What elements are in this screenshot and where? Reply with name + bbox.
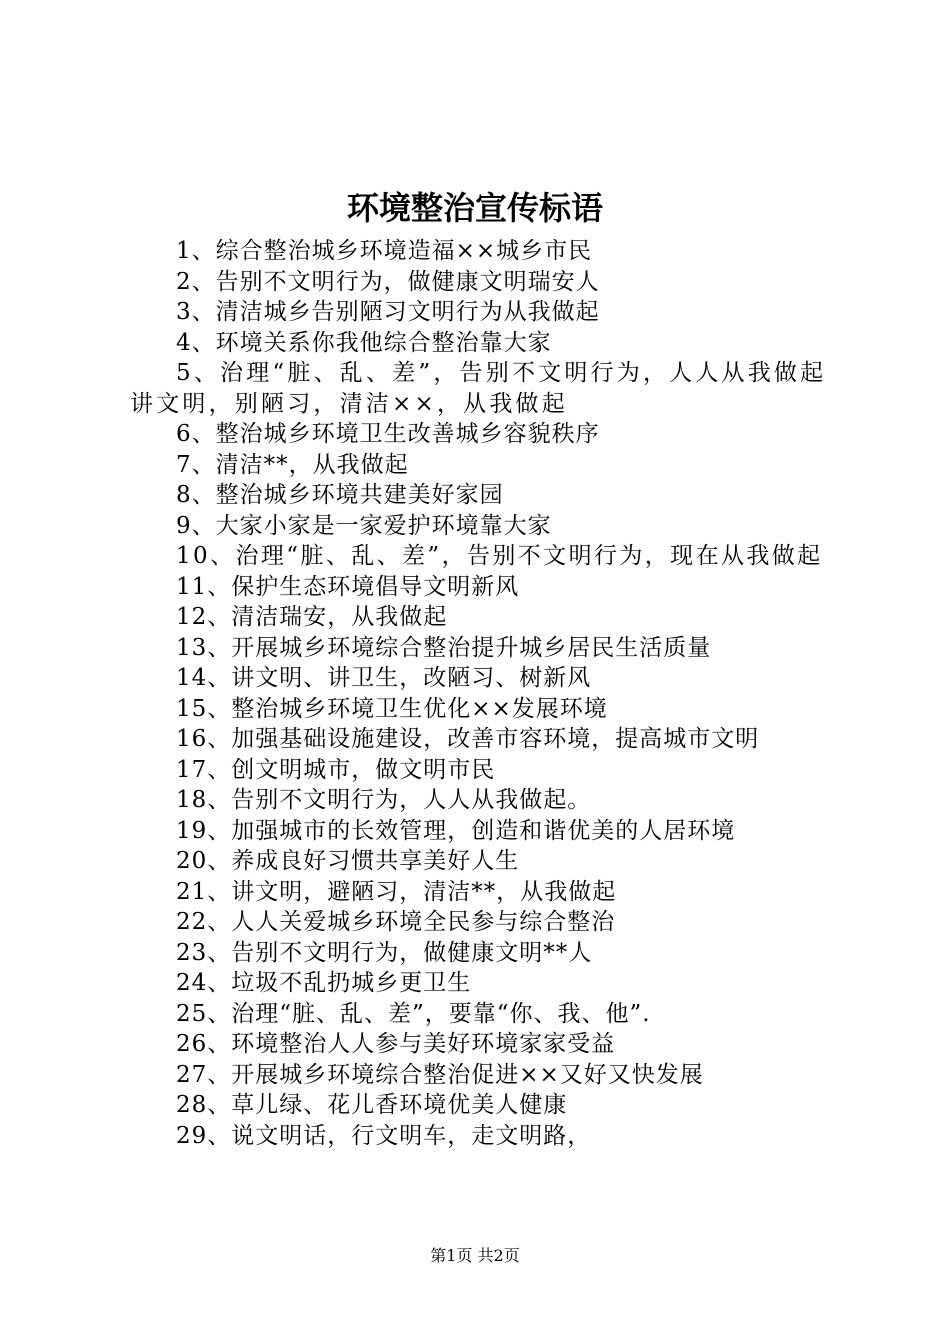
slogan-item-4: 4、环境关系你我他综合整治靠大家 [176, 329, 552, 356]
slogan-item-28: 28、草儿绿、花儿香环境优美人健康 [176, 1092, 568, 1118]
slogan-item-15: 15、整治城乡环境卫生优化××发展环境 [176, 695, 608, 722]
slogan-item-17: 17、创文明城市，做文明市民 [176, 756, 496, 783]
document-title: 环境整治宣传标语 [346, 189, 603, 227]
slogan-item-3: 3、清洁城乡告别陋习文明行为从我做起 [176, 299, 600, 325]
slogan-item-10: 10、治理“脏、乱、差”，告别不文明行为，现在从我做起 [176, 543, 823, 569]
slogan-item-8: 8、整治城乡环境共建美好家园 [176, 482, 504, 508]
slogan-item-27: 27、开展城乡环境综合整治促进××又好又快发展 [176, 1061, 704, 1088]
slogan-item-12: 12、清洁瑞安，从我做起 [176, 604, 448, 630]
slogan-item-25: 25、治理“脏、乱、差”，要靠“你、我、他”. [176, 1000, 651, 1027]
slogan-item-11: 11、保护生态环境倡导文明新风 [176, 573, 520, 600]
slogan-item-21: 21、讲文明，避陋习，清洁**，从我做起 [176, 878, 617, 905]
page-footer: 第1页 共2页 [430, 1246, 520, 1265]
slogan-item-22: 22、人人关爱城乡环境全民参与综合整治 [176, 909, 616, 935]
slogan-item-19: 19、加强城市的长效管理，创造和谐优美的人居环境 [176, 817, 736, 844]
slogan-item-1: 1、综合整治城乡环境造福××城乡市民 [176, 238, 593, 264]
slogan-item-9: 9、大家小家是一家爱护环境靠大家 [176, 512, 552, 539]
slogan-item-6: 6、整治城乡环境卫生改善城乡容貌秩序 [176, 421, 600, 447]
slogan-item-20: 20、养成良好习惯共享美好人生 [176, 848, 520, 874]
slogan-item-7: 7、清洁**，从我做起 [176, 451, 409, 478]
slogan-list [130, 236, 835, 1151]
slogan-item-24: 24、垃圾不乱扔城乡更卫生 [176, 970, 472, 996]
slogan-item-29: 29、说文明话，行文明车，走文明路， [176, 1122, 592, 1149]
slogan-item-26: 26、环境整治人人参与美好环境家家受益 [176, 1031, 616, 1057]
slogan-item-14: 14、讲文明、讲卫生，改陋习、树新风 [176, 665, 592, 691]
slogan-item-5: 5、治理“脏、乱、差”，告别不文明行为，人人从我做起讲文明，别陋习，清洁××，从我做起 [130, 360, 827, 417]
slogan-item-23: 23、告别不文明行为，做健康文明**人 [176, 939, 593, 966]
slogan-item-18: 18、告别不文明行为，人人从我做起。 [176, 787, 592, 813]
slogan-item-13: 13、开展城乡环境综合整治提升城乡居民生活质量 [176, 634, 712, 661]
slogan-item-16: 16、加强基础设施建设，改善市容环境，提高城市文明 [176, 726, 760, 752]
slogan-item-2: 2、告别不文明行为，做健康文明瑞安人 [176, 268, 600, 295]
